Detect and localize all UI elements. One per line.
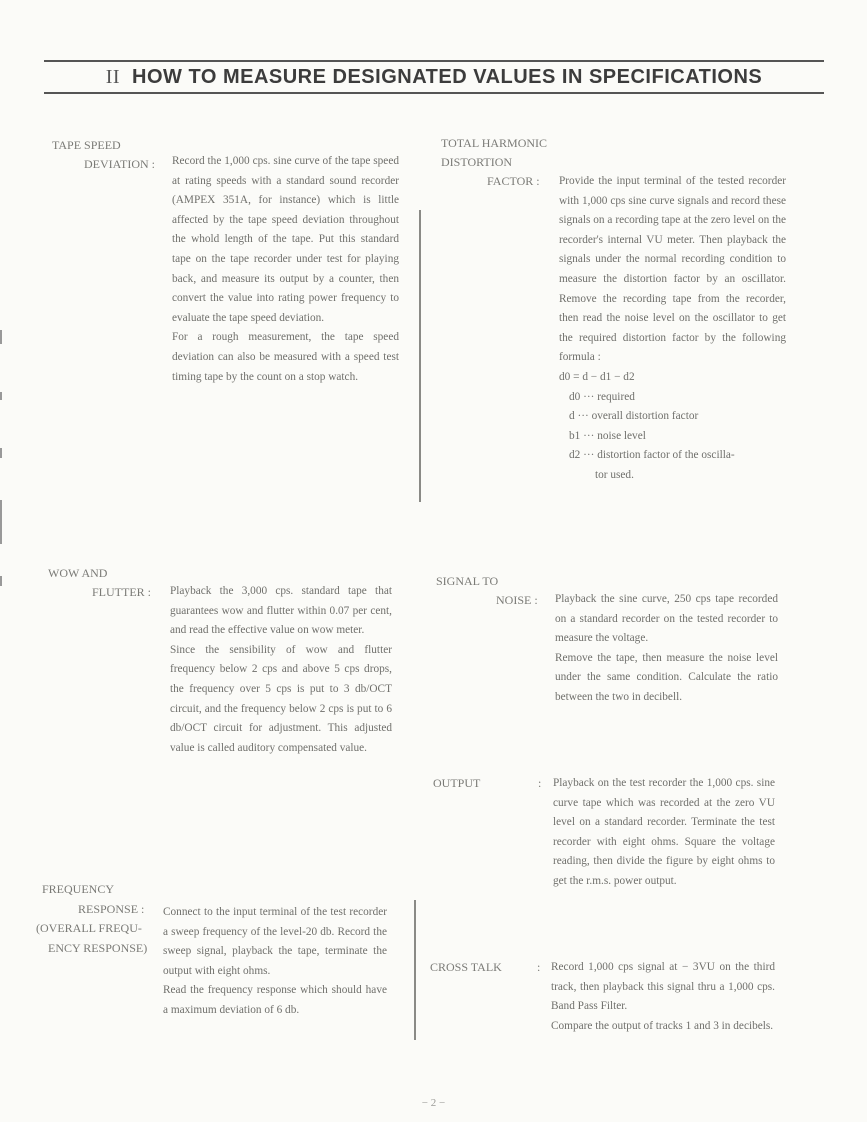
header-top-rule: [44, 60, 824, 62]
wow-flutter-label: [48, 564, 151, 602]
label-line: SIGNAL TO: [436, 574, 499, 588]
paragraph: Connect to the input terminal of the test recorder a sweep frequency of the level-20 db. Record the sweep signal, playback the tape, terminate the output with eight ohms.: [163, 906, 387, 977]
column-divider: [414, 900, 416, 1040]
wow-flutter-text: [170, 582, 392, 758]
label-line: OUTPUT: [433, 776, 481, 790]
definition: d2 ··· distortion factor of the oscilla-: [569, 449, 735, 462]
label-colon: :: [538, 776, 542, 790]
paragraph: Compare the output of tracks 1 and 3 in decibels.: [551, 1019, 774, 1032]
label-line: TAPE SPEED: [52, 138, 121, 152]
label-line: NOISE :: [496, 593, 538, 607]
page-number: − 2 −: [421, 1097, 446, 1109]
label-line: ENCY RESPONSE): [48, 940, 148, 955]
signal-to-noise-text: [555, 590, 778, 708]
paragraph: Playback the sine curve, 250 cps tape recorded on a standard recorder on the tested recorder to measure the voltage.: [555, 593, 778, 645]
definition-continuation: tor used.: [595, 468, 634, 481]
cross-talk-text: [551, 958, 775, 1036]
output-label: [433, 774, 542, 793]
signal-to-noise-label: [436, 572, 538, 610]
label-line: FACTOR :: [487, 174, 540, 188]
cross-talk-label: [430, 958, 541, 977]
formula: d0 = d − d1 − d2: [559, 370, 635, 383]
label-line: CROSS TALK: [430, 960, 502, 974]
output-text: [553, 774, 775, 892]
label-line: WOW AND: [48, 566, 108, 580]
frequency-response-label: [36, 880, 148, 958]
label-line: TOTAL HARMONIC: [441, 136, 548, 150]
frequency-response-text: [163, 903, 387, 1021]
paragraph: Record the 1,000 cps. sine curve of the tape speed at rating speeds with a standard sound recorder (AMPEX 351A, for instance) which is little affected by the tape speed deviation throughout the whold length of the tape. Put this standard tape on the tape recorder under test for playing back, and measure its output by a counter, then convert the value into rating power frequency to evaluate the tape speed deviation.: [172, 155, 399, 324]
paragraph: Playback the 3,000 cps. standard tape that guarantees wow and flutter within 0.07 per cent, and read the effective value on wow meter.: [170, 585, 392, 637]
section-numeral: II: [105, 66, 121, 88]
paragraph: Read the frequency response which should have a maximum deviation of 6 db.: [163, 984, 387, 1016]
label-line: (OVERALL FREQU-: [36, 921, 142, 935]
scan-edge-marks: [0, 330, 4, 610]
definition: b1 ··· noise level: [569, 429, 646, 442]
thd-label: [441, 134, 547, 191]
definition: d0 ··· required: [569, 390, 635, 403]
tape-speed-text: [172, 152, 399, 387]
paragraph: Playback on the test recorder the 1,000 cps. sine curve tape which was recorded at the zero VU level on a standard recorder. Terminate the test recorder with eight ohms. Square the voltage reading, then divide the figure by eight ohms to get the r.m.s. power output.: [553, 777, 775, 887]
paragraph: Provide the input terminal of the tested recorder with 1,000 cps sine curve signals and record these signals on a recording tape at the zero level on the recorder's internal VU meter. Then playback the signals under the normal recording condition to measure the distortion factor by an oscillator. Remove the recording tape from the recorder, then read the noise level on the oscillator to get the required distortion factor by the following formula :: [559, 175, 786, 364]
label-line: DEVIATION :: [84, 157, 155, 171]
paragraph: Record 1,000 cps signal at − 3VU on the third track, then playback this signal thru a 1,000 cps. Band Pass Filter.: [551, 961, 775, 1013]
section-title: HOW TO MEASURE DESIGNATED VALUES IN SPECIFICATIONS: [132, 66, 763, 88]
definition: d ··· overall distortion factor: [569, 410, 699, 423]
label-line: RESPONSE :: [78, 901, 145, 916]
paragraph: Remove the tape, then measure the noise level under the same condition. Calculate the ratio between the two in decibell.: [555, 651, 778, 703]
label-line: FREQUENCY: [42, 882, 115, 896]
label-line: FLUTTER :: [92, 585, 151, 599]
section-heading: [44, 66, 824, 89]
label-line: DISTORTION: [441, 155, 513, 169]
label-colon: :: [537, 960, 541, 974]
header-bottom-rule: [44, 92, 824, 94]
column-divider: [419, 210, 421, 502]
paragraph: For a rough measurement, the tape speed deviation can also be measured with a speed test timing tape by the count on a stop watch.: [172, 331, 399, 383]
thd-text: [559, 172, 786, 486]
tape-speed-label: [52, 136, 155, 174]
paragraph: Since the sensibility of wow and flutter frequency below 2 cps and above 5 cps drops, the frequency over 5 cps is put to 3 db/OCT circuit, and the frequency below 2 cps is put to 6 db/OCT circuit for adjustment. This adjusted value is called auditory compensated value.: [170, 643, 392, 754]
